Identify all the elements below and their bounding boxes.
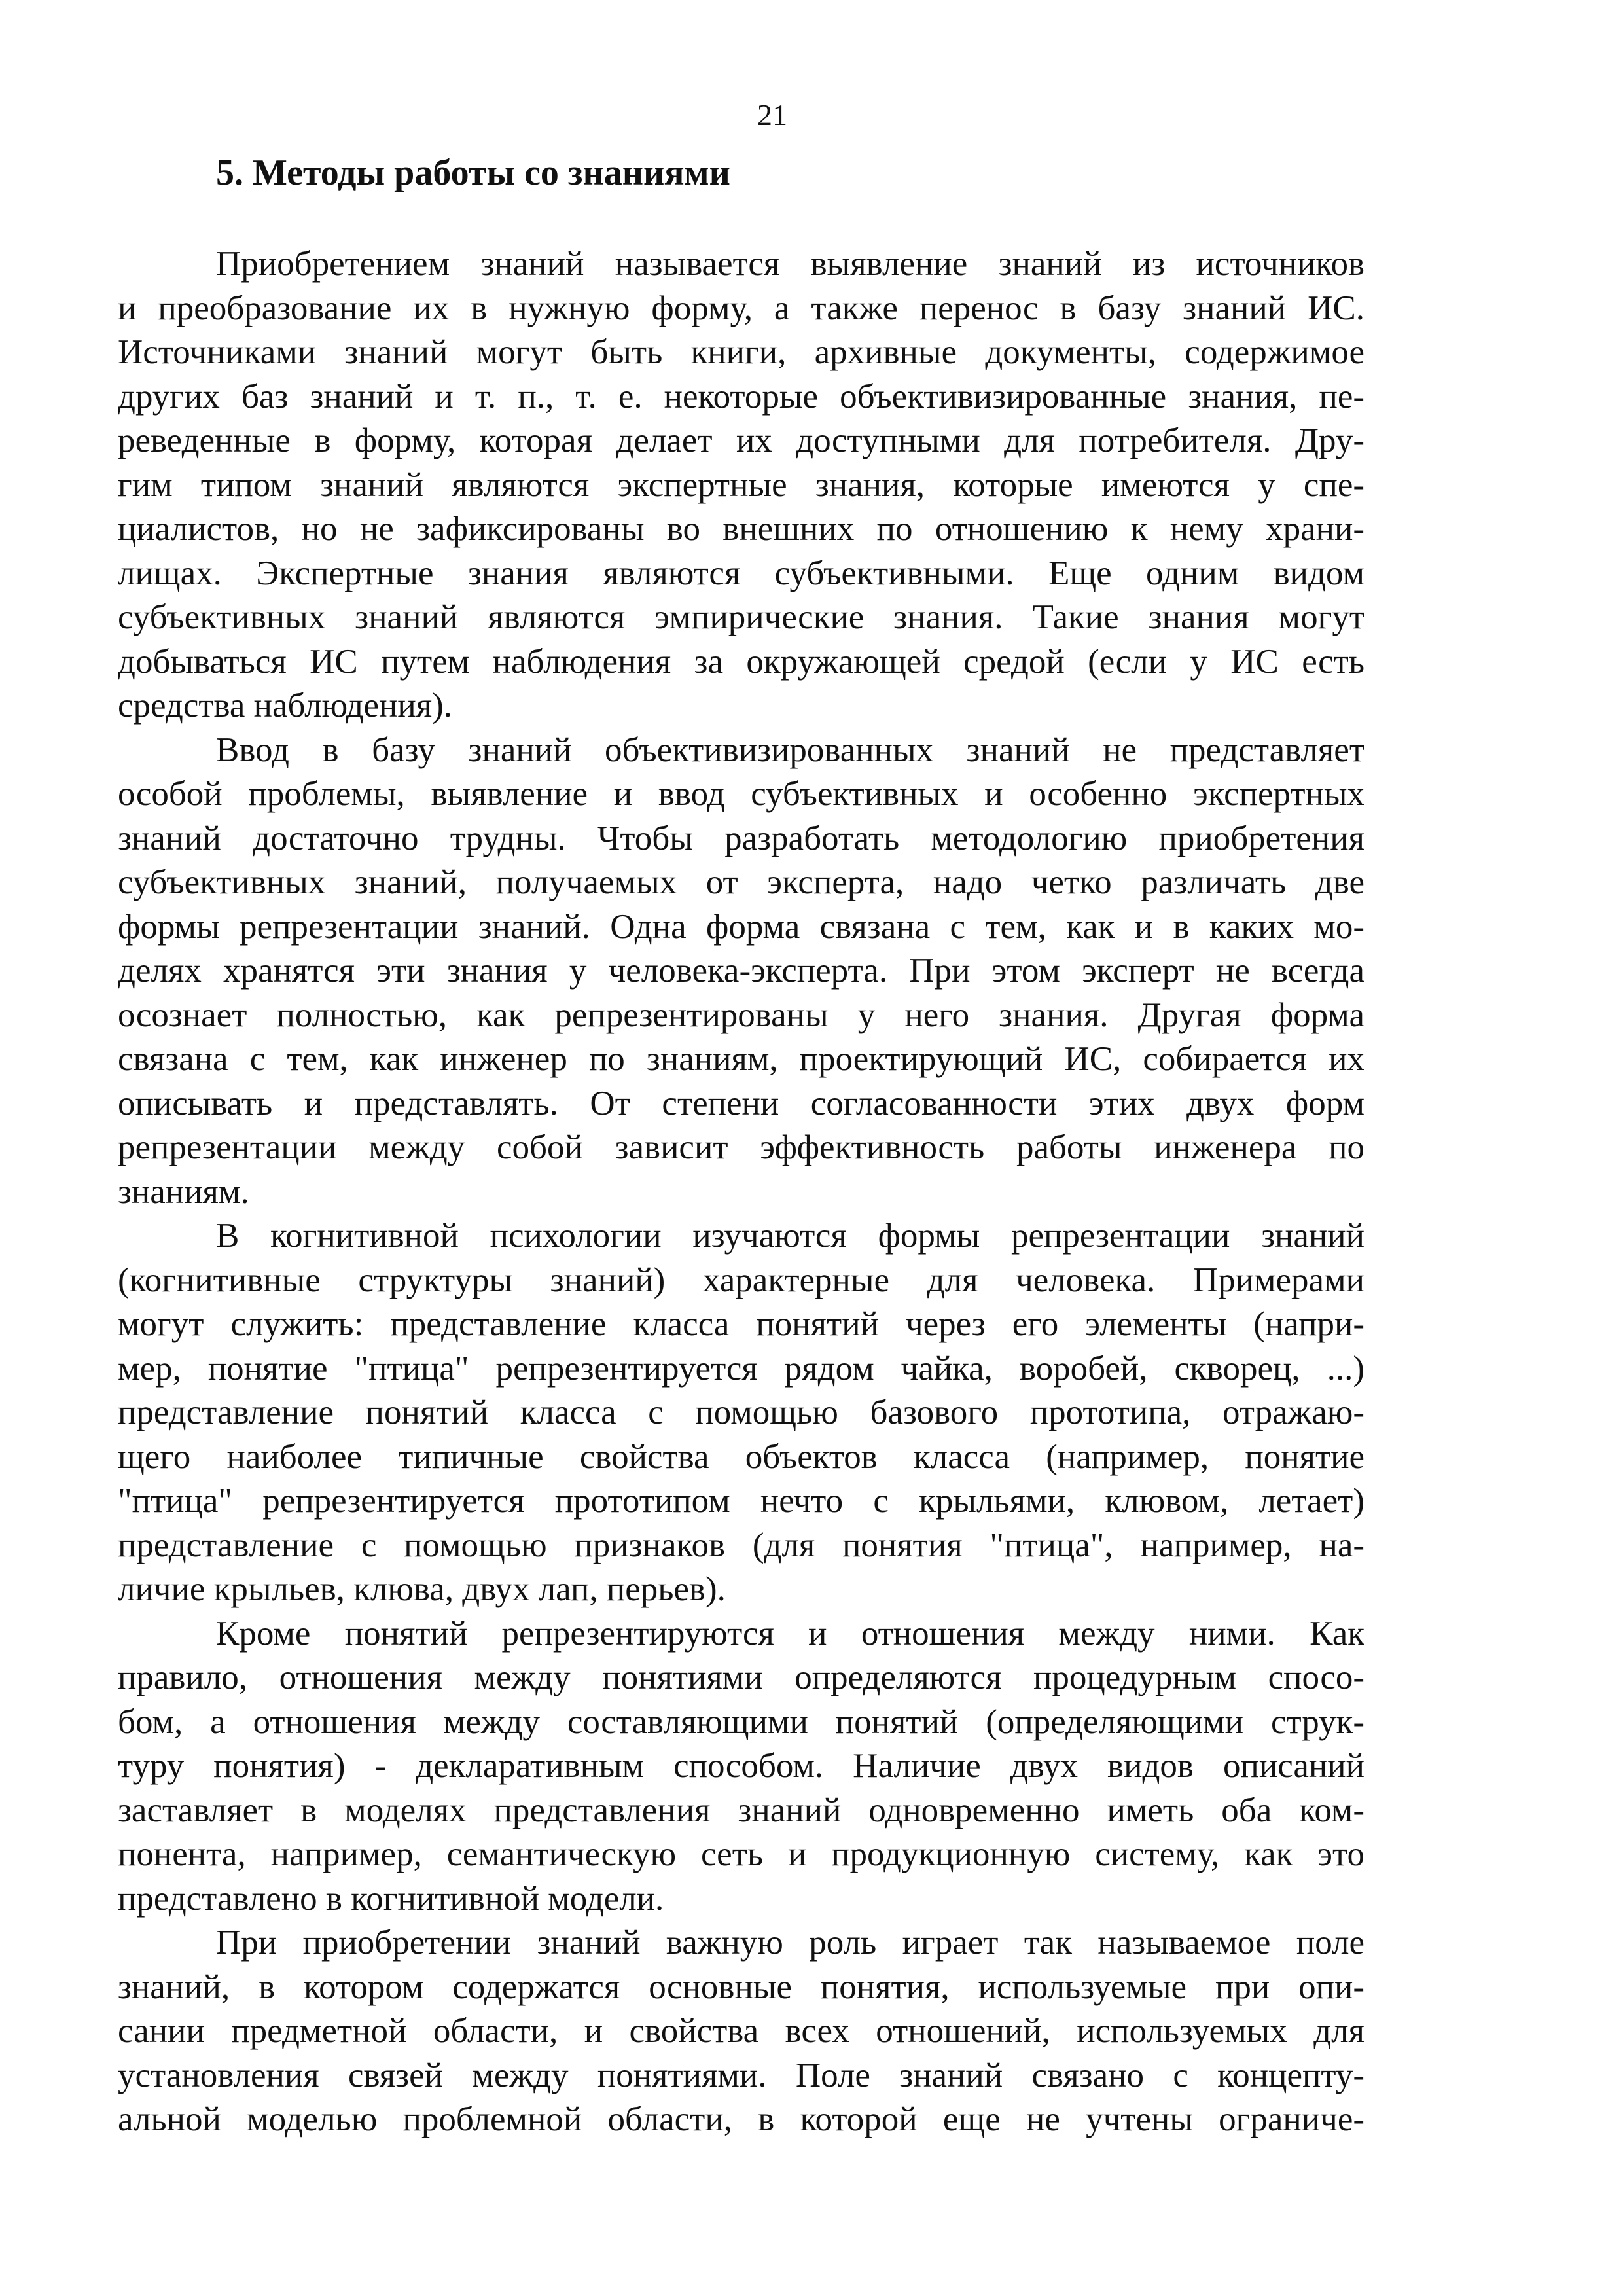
text-line: добываться ИС путем наблюдения за окружающей средой (если у ИС есть bbox=[118, 642, 1364, 681]
text-line: и преобразование их в нужную форму, а также перенос в базу знаний ИС. bbox=[118, 289, 1364, 327]
text-line: заставляет в моделях представления знаний одновременно иметь оба ком- bbox=[118, 1791, 1364, 1829]
text-line: (когнитивные структуры знаний) характерные для человека. Примерами bbox=[118, 1261, 1364, 1299]
text-line: лищах. Экспертные знания являются субъективными. Еще одним видом bbox=[118, 554, 1364, 592]
text-line: циалистов, но не зафиксированы во внешних по отношению к нему храни- bbox=[118, 510, 1364, 548]
text-line: особой проблемы, выявление и ввод субъективных и особенно экспертных bbox=[118, 775, 1364, 813]
text-line: субъективных знаний, получаемых от эксперта, надо четко различать две bbox=[118, 863, 1364, 901]
text-line: При приобретении знаний важную роль играет так называемое поле bbox=[216, 1924, 1364, 1962]
body-text bbox=[118, 242, 1364, 2142]
page-number: 21 bbox=[757, 98, 787, 132]
section-title: 5. Методы работы со знаниями bbox=[216, 152, 730, 193]
text-line: знаний достаточно трудны. Чтобы разработать методологию приобретения bbox=[118, 819, 1364, 857]
text-line: делях хранятся эти знания у человека-эксперта. При этом эксперт не всегда bbox=[118, 952, 1364, 990]
text-line: представление понятий класса с помощью базового прототипа, отражаю- bbox=[118, 1393, 1364, 1431]
text-line: сании предметной области, и свойства всех отношений, используемых для bbox=[118, 2012, 1364, 2050]
text-line: связана с тем, как инженер по знаниям, проектирующий ИС, собирается их bbox=[118, 1040, 1364, 1078]
text-line: личие крыльев, клюва, двух лап, перьев). bbox=[118, 1570, 726, 1608]
paragraph-3 bbox=[118, 1214, 1364, 1612]
text-line: альной моделью проблемной области, в которой еще не учтены ограниче- bbox=[118, 2100, 1364, 2138]
text-line: других баз знаний и т. п., т. е. некоторые объективизированные знания, пе- bbox=[118, 377, 1364, 416]
text-line: субъективных знаний являются эмпирические знания. Такие знания могут bbox=[118, 598, 1364, 636]
text-line: Ввод в базу знаний объективизированных знаний не представляет bbox=[216, 730, 1364, 769]
text-line: описывать и представлять. От степени согласованности этих двух форм bbox=[118, 1084, 1364, 1122]
text-line: Источниками знаний могут быть книги, архивные документы, содержимое bbox=[118, 333, 1364, 371]
text-line: бом, а отношения между составляющими понятий (определяющими струк- bbox=[118, 1702, 1364, 1741]
text-line: реведенные в форму, которая делает их доступными для потребителя. Дру- bbox=[118, 422, 1364, 459]
paragraph-1 bbox=[118, 242, 1364, 728]
text-line: мер, понятие "птица" репрезентируется рядом чайка, воробей, скворец, ...) bbox=[118, 1349, 1364, 1388]
text-line: средства наблюдения). bbox=[118, 687, 452, 725]
text-line: правило, отношения между понятиями определяются процедурным спосо- bbox=[118, 1659, 1364, 1696]
text-line: установления связей между понятиями. Поле знаний связано с концепту- bbox=[118, 2056, 1364, 2094]
text-line: знаний, в котором содержатся основные понятия, используемые при опи- bbox=[118, 1967, 1364, 2006]
text-line: могут служить: представление класса понятий через его элементы (напри- bbox=[118, 1305, 1364, 1343]
text-line: Кроме понятий репрезентируются и отношения между ними. Как bbox=[216, 1614, 1364, 1653]
text-line: репрезентации между собой зависит эффективность работы инженера по bbox=[118, 1128, 1364, 1166]
text-line: гим типом знаний являются экспертные знания, которые имеются у спе- bbox=[118, 465, 1364, 504]
paragraph-5 bbox=[118, 1921, 1364, 2142]
text-line: В когнитивной психологии изучаются формы репрезентации знаний bbox=[216, 1217, 1364, 1255]
paragraph-4 bbox=[118, 1612, 1364, 1922]
text-line: представлено в когнитивной модели. bbox=[118, 1879, 664, 1918]
text-line: туру понятия) - декларативным способом. Наличие двух видов описаний bbox=[118, 1747, 1364, 1785]
text-line: Приобретением знаний называется выявление знаний из источников bbox=[216, 245, 1364, 283]
paragraph-2 bbox=[118, 728, 1364, 1215]
text-line: представление с помощью признаков (для понятия "птица", например, на- bbox=[118, 1526, 1364, 1564]
text-line: "птица" репрезентируется прототипом нечто с крыльями, клювом, летает) bbox=[118, 1482, 1364, 1520]
text-line: осознает полностью, как репрезентированы у него знания. Другая форма bbox=[118, 996, 1364, 1034]
text-line: знаниям. bbox=[118, 1172, 249, 1211]
text-line: щего наиболее типичные свойства объектов класса (например, понятие bbox=[118, 1437, 1364, 1476]
text-line: формы репрезентации знаний. Одна форма связана с тем, как и в каких мо- bbox=[118, 907, 1364, 946]
text-line: понента, например, семантическую сеть и продукционную систему, как это bbox=[118, 1835, 1364, 1873]
